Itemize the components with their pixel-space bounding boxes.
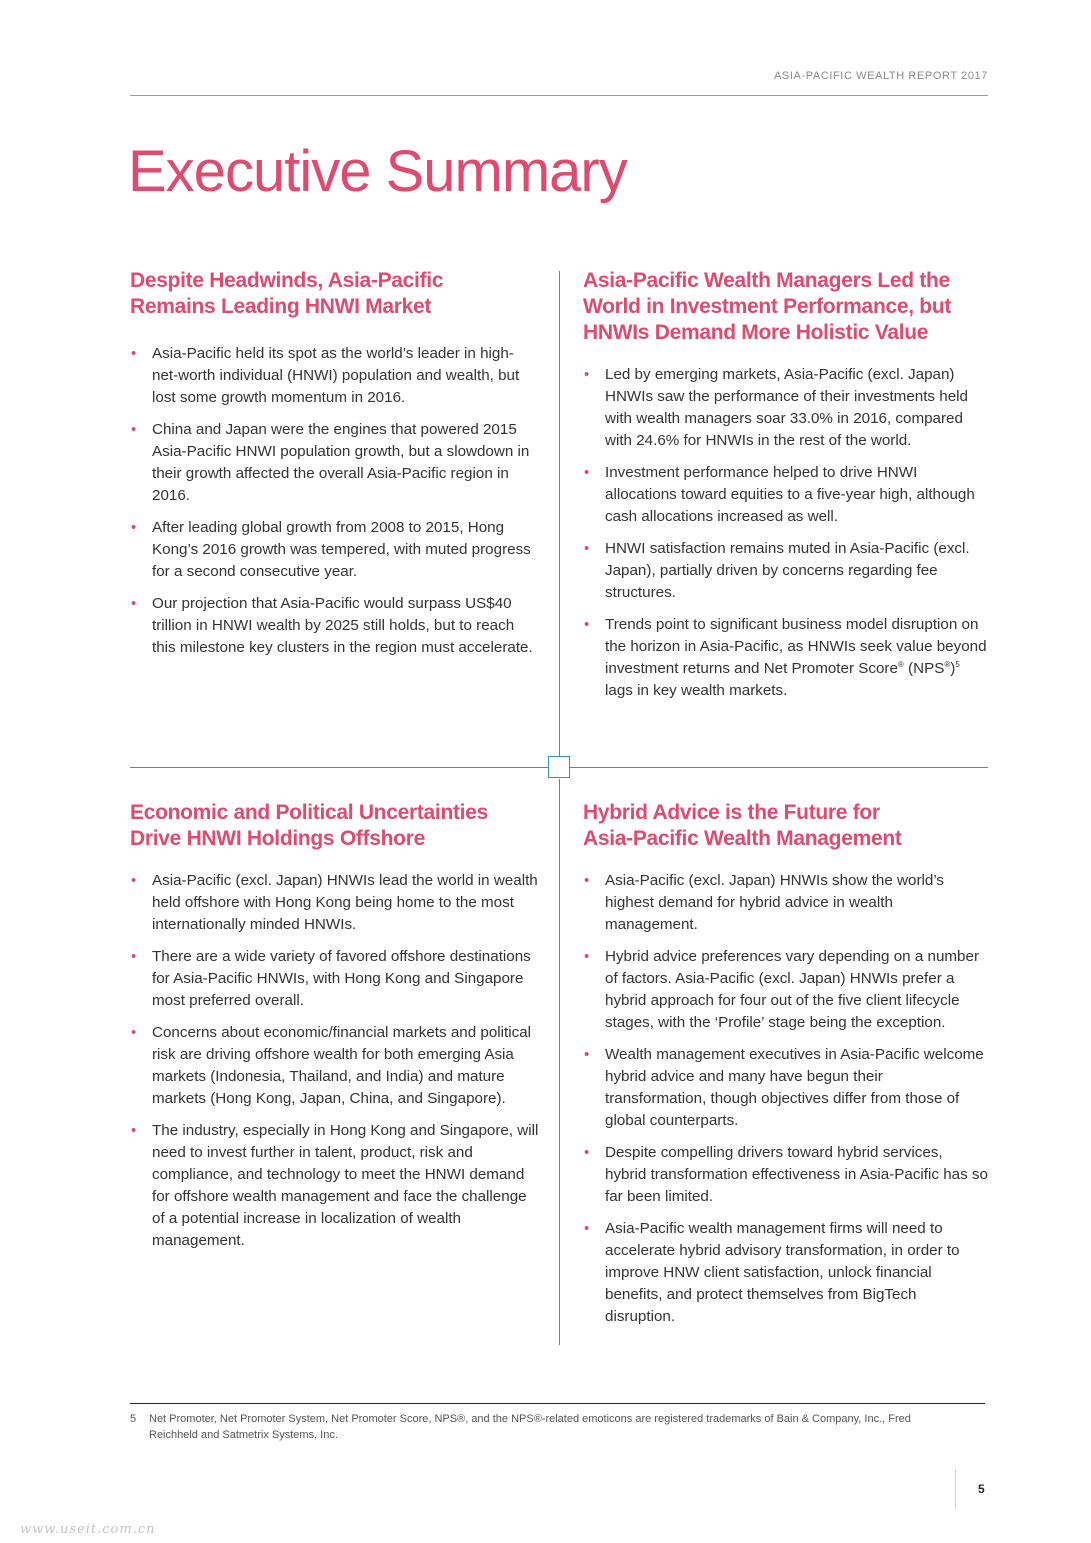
footnote-rule <box>130 1403 985 1404</box>
bullet-icon: • <box>131 948 137 965</box>
bullet-icon: • <box>131 1122 137 1139</box>
page-number: 5 <box>978 1482 985 1496</box>
list-item <box>583 614 988 702</box>
list-item <box>130 1120 540 1252</box>
list-item <box>130 870 540 936</box>
bullet-icon: • <box>584 366 590 383</box>
bullet-text: Asia-Pacific (excl. Japan) HNWIs show the world’s highest demand for hybrid advice in wealth management. <box>605 872 945 933</box>
section-hybrid-advice <box>583 800 988 1338</box>
bullet-icon: • <box>131 519 137 536</box>
bullet-text: Wealth management executives in Asia-Pacific welcome hybrid advice and many have begun their transformation, though objectives differ from those of global counterparts. <box>605 1046 984 1129</box>
nps-text-b: (NPS <box>903 660 945 677</box>
list-item <box>130 593 540 659</box>
bullet-text: Investment performance helped to drive HNWI allocations toward equities to a five-year high, although cash allocations increased as well. <box>605 464 975 525</box>
section-offshore-holdings <box>130 800 540 1262</box>
bullet-icon: • <box>584 1220 590 1237</box>
section-title <box>130 800 540 852</box>
bullet-text: The industry, especially in Hong Kong and Singapore, will need to invest further in talent, product, risk and compliance, and technology to meet the HNWI demand for offshore wealth management and face the challenge of a potential increase in localization of wealth management. <box>152 1122 539 1249</box>
bullet-icon: • <box>131 1024 137 1041</box>
bullet-text: Despite compelling drivers toward hybrid services, hybrid transformation effectiveness in Asia-Pacific has so far been limited. <box>605 1144 988 1205</box>
section-title-line: Asia-Pacific Wealth Management <box>583 827 902 850</box>
bullet-icon: • <box>131 345 137 362</box>
bullet-icon: • <box>131 872 137 889</box>
bullet-text: China and Japan were the engines that powered 2015 Asia-Pacific HNWI population growth, but a slowdown in their growth affected the overall Asia-Pacific region in 2016. <box>152 421 530 504</box>
divider-center-square <box>548 756 570 778</box>
section-title <box>583 268 988 346</box>
bullet-list <box>583 364 988 702</box>
watermark: www.useit.com.cn <box>20 1522 156 1537</box>
bullet-text: Asia-Pacific (excl. Japan) HNWIs lead the world in wealth held offshore with Hong Kong being home to the most internationally minded HNWIs. <box>152 872 538 933</box>
bullet-text: There are a wide variety of favored offshore destinations for Asia-Pacific HNWIs, with Hong Kong and Singapore most preferred overall. <box>152 948 531 1009</box>
list-item <box>130 419 540 507</box>
bullet-list <box>583 870 988 1328</box>
section-title-line: Economic and Political Uncertainties <box>130 801 488 824</box>
page-number-divider <box>955 1470 956 1508</box>
section-title-line: Drive HNWI Holdings Offshore <box>130 827 425 850</box>
bullet-icon: • <box>131 421 137 438</box>
bullet-icon: • <box>584 948 590 965</box>
list-item <box>583 870 988 936</box>
bullet-text <box>605 616 987 699</box>
nps-text-c: ) <box>950 660 956 677</box>
bullet-icon: • <box>584 1046 590 1063</box>
bullet-icon: • <box>131 595 137 612</box>
section-title <box>130 268 540 320</box>
bullet-list <box>130 870 540 1252</box>
section-title <box>583 800 988 852</box>
list-item <box>583 946 988 1034</box>
bullet-icon: • <box>584 616 590 633</box>
page-title: Executive Summary <box>128 139 627 204</box>
header-rule <box>130 95 988 96</box>
list-item <box>583 364 988 452</box>
bullet-text: Hybrid advice preferences vary depending on a number of factors. Asia-Pacific (excl. Japan) HNWIs prefer a hybrid approach for four out of the five client lifecycle stages, with the ‘Profile’ stage being the exception. <box>605 948 979 1031</box>
section-title-line: World in Investment Performance, but <box>583 295 952 318</box>
list-item <box>130 946 540 1012</box>
bullet-icon: • <box>584 540 590 557</box>
list-item <box>130 517 540 583</box>
list-item <box>583 1142 988 1208</box>
bullet-text: Asia-Pacific held its spot as the world’s leader in high-net-worth individual (HNWI) population and wealth, but lost some growth momentum in 2016. <box>152 345 520 406</box>
bullet-text: HNWI satisfaction remains muted in Asia-Pacific (excl. Japan), partially driven by concerns regarding fee structures. <box>605 540 970 601</box>
registered-mark: ® <box>944 659 951 669</box>
column-divider-bottom <box>559 779 560 1345</box>
bullet-list <box>130 343 540 659</box>
nps-text-a: Trends point to significant business model disruption on the horizon in Asia-Pacific, as HNWIs seek value beyond investment returns and Net Promoter Score <box>605 616 987 677</box>
bullet-text: After leading global growth from 2008 to 2015, Hong Kong’s 2016 growth was tempered, with muted progress for a second consecutive year. <box>152 519 531 580</box>
bullet-icon: • <box>584 872 590 889</box>
list-item <box>583 1218 988 1328</box>
column-divider-top <box>559 271 560 756</box>
list-item <box>583 538 988 604</box>
bullet-icon: • <box>584 464 590 481</box>
bullet-text: Concerns about economic/financial markets and political risk are driving offshore wealth for both emerging Asia markets (Indonesia, Thailand, and India) and mature markets (Hong Kong, Japan, China, and Singapore). <box>152 1024 532 1107</box>
report-header-title: ASIA-PACIFIC WEALTH REPORT 2017 <box>773 70 988 82</box>
section-title-line: Hybrid Advice is the Future for <box>583 801 880 824</box>
bullet-text: Led by emerging markets, Asia-Pacific (excl. Japan) HNWIs saw the performance of their investments held with wealth managers soar 33.0% in 2016, compared with 24.6% for HNWIs in the rest of the world. <box>605 366 968 449</box>
list-item <box>583 1044 988 1132</box>
section-title-line: Despite Headwinds, Asia-Pacific <box>130 269 444 292</box>
section-headwinds <box>130 268 540 669</box>
list-item <box>130 1022 540 1110</box>
section-title-line: Remains Leading HNWI Market <box>130 295 432 318</box>
section-title-line: Asia-Pacific Wealth Managers Led the <box>583 269 950 292</box>
footnote <box>130 1411 950 1443</box>
footnote-text: Net Promoter, Net Promoter System, Net Promoter Score, NPS®, and the NPS®-related emoticons are registered trademarks of Bain & Company, Inc., Fred Reichheld and Satmetrix Systems, Inc. <box>149 1413 911 1441</box>
bullet-text: Asia-Pacific wealth management firms will need to accelerate hybrid advisory transformation, in order to improve HNW client satisfaction, unlock financial benefits, and protect themselves from BigTech disruption. <box>605 1220 960 1325</box>
footnote-number: 5 <box>130 1413 137 1425</box>
list-item <box>130 343 540 409</box>
footnote-reference: 5 <box>955 659 960 669</box>
bullet-text: Our projection that Asia-Pacific would surpass US$40 trillion in HNWI wealth by 2025 still holds, but to reach this milestone key clusters in the region must accelerate. <box>152 595 533 656</box>
nps-text-d: lags in key wealth markets. <box>605 682 788 699</box>
registered-mark: ® <box>897 659 904 669</box>
section-title-line: HNWIs Demand More Holistic Value <box>583 321 929 344</box>
list-item <box>583 462 988 528</box>
section-investment-performance <box>583 268 988 712</box>
bullet-icon: • <box>584 1144 590 1161</box>
